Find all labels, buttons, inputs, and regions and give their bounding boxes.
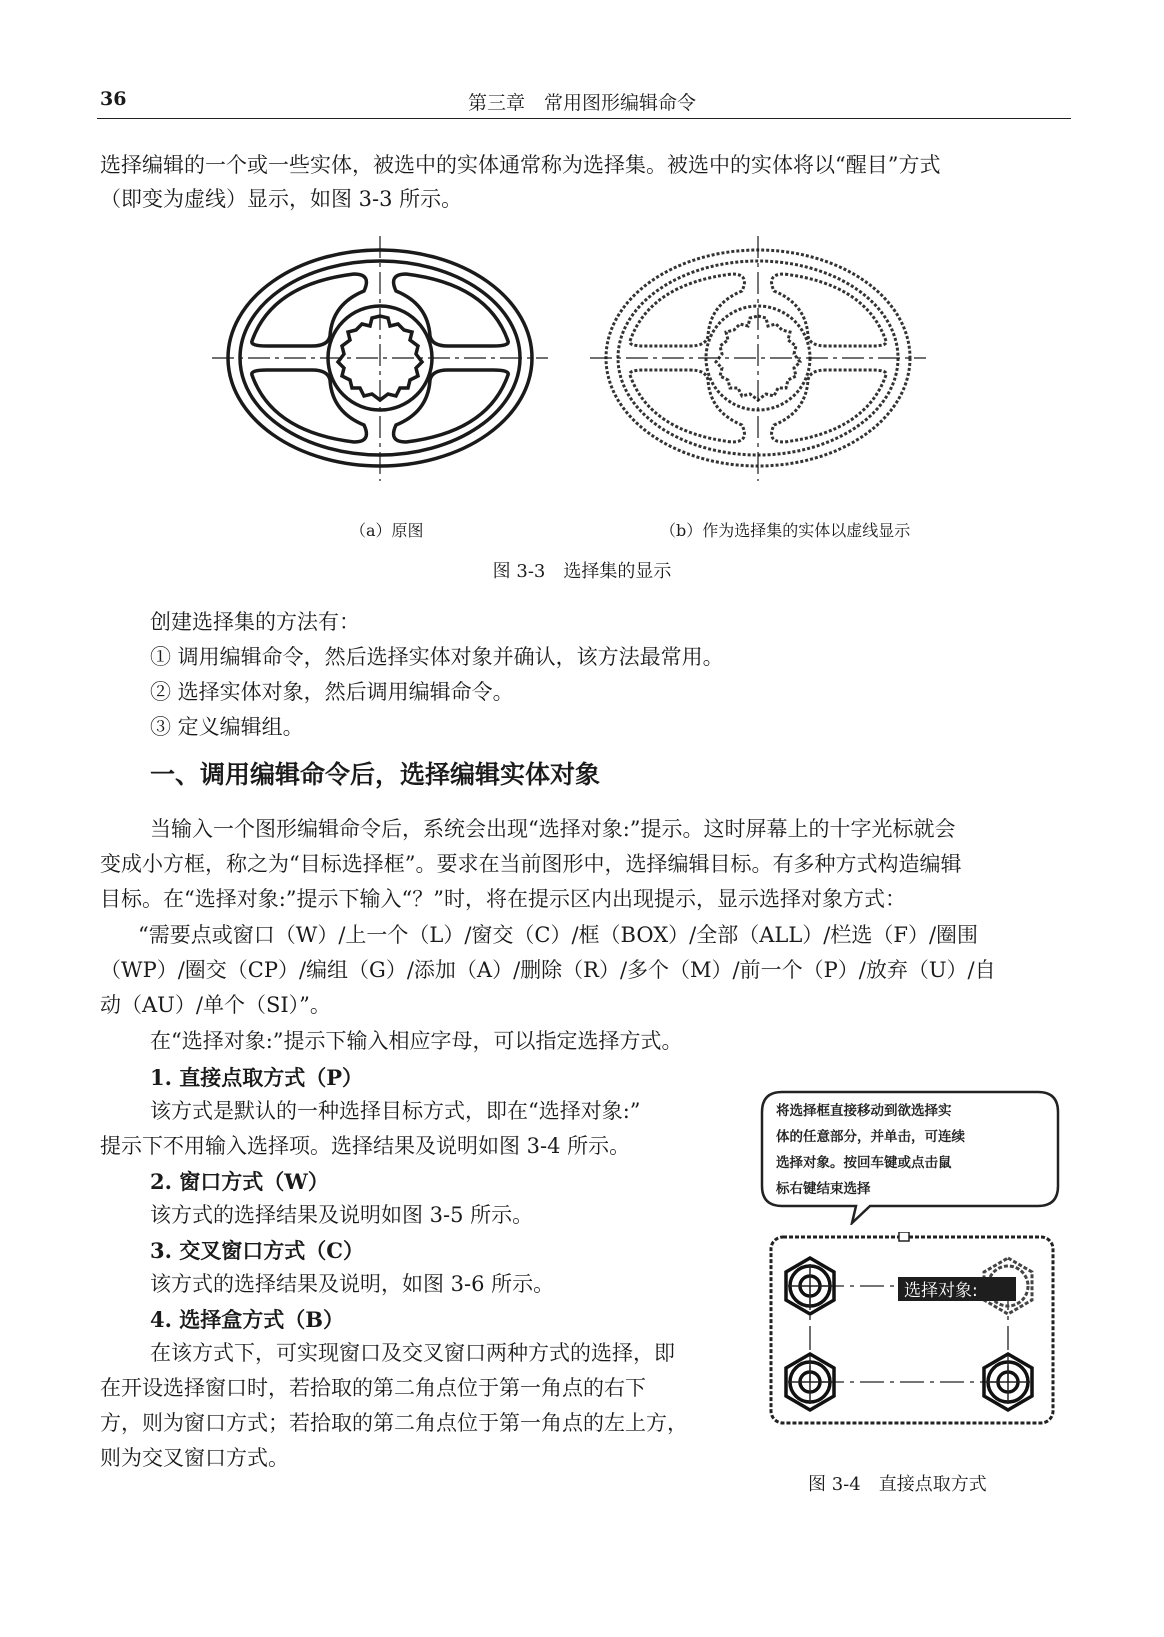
intro-line-2: （即变为虚线）显示，如图 3-3 所示。 — [100, 187, 463, 211]
running-header: 第三章 常用图形编辑命令 — [467, 92, 696, 114]
section-p1-line-1: 当输入一个图形编辑命令后，系统会出现“选择对象:”提示。这时屏幕上的十字光标就会 — [150, 817, 956, 841]
mode-2-text: 该方式的选择结果及说明如图 3-5 所示。 — [150, 1203, 534, 1227]
page-number: 36 — [100, 88, 127, 110]
section-p1-line-3: 目标。在“选择对象:”提示下输入“？”时，将在提示区内出现提示，显示选择对象方式： — [100, 887, 907, 911]
mode-1-line-1: 该方式是默认的一种选择目标方式，即在“选择对象:” — [150, 1099, 641, 1123]
method-item-1: ① 调用编辑命令，然后选择实体对象并确认，该方法最常用。 — [150, 645, 724, 669]
mode-1-line-2: 提示下不用输入选择项。选择结果及说明如图 3-4 所示。 — [100, 1134, 631, 1158]
figure-3-4-drawing — [768, 1232, 1058, 1432]
section-p2: 在“选择对象:”提示下输入相应字母，可以指定选择方式。 — [150, 1029, 683, 1053]
mode-4-title: 4. 选择盒方式（B） — [150, 1307, 344, 1332]
methods-intro: 创建选择集的方法有： — [150, 610, 360, 634]
figure-3-3-sub-a: （a）原图 — [350, 521, 424, 540]
callout-line-1: 将选择框直接移动到欲选择实 — [776, 1103, 952, 1119]
callout-text — [776, 1098, 1046, 1202]
figure-3-4-caption: 图 3-4 直接点取方式 — [808, 1474, 987, 1495]
intro-line-1: 选择编辑的一个或一些实体，被选中的实体通常称为选择集。被选中的实体将以“醒目”方式 — [100, 153, 941, 177]
callout-line-2: 体的任意部分，并单击，可连续 — [776, 1129, 965, 1145]
mode-4-line-2: 在开设选择窗口时，若拾取的第二角点位于第一角点的右下 — [100, 1376, 646, 1400]
section-heading: 一、调用编辑命令后，选择编辑实体对象 — [150, 760, 601, 789]
callout-line-3: 选择对象。按回车键或点击鼠 — [776, 1155, 952, 1171]
mode-3-title: 3. 交叉窗口方式（C） — [150, 1238, 364, 1263]
figure-3-3-sub-b: （b）作为选择集的实体以虚线显示 — [660, 521, 911, 540]
mode-4-line-4: 则为交叉窗口方式。 — [100, 1446, 289, 1470]
mode-1-title: 1. 直接点取方式（P） — [150, 1065, 364, 1090]
mode-2-title: 2. 窗口方式（W） — [150, 1169, 329, 1194]
select-object-prompt: 选择对象: — [904, 1281, 978, 1301]
mode-4-line-3: 方，则为窗口方式；若拾取的第二角点位于第一角点的左上方， — [100, 1411, 688, 1435]
mode-4-line-1: 在该方式下，可实现窗口及交叉窗口两种方式的选择，即 — [150, 1341, 675, 1365]
header-rule — [97, 118, 1071, 119]
prompt-line-1: “需要点或窗口（W）/上一个（L）/窗交（C）/框（BOX）/全部（ALL）/栏选（F）/圈围 — [138, 923, 979, 947]
prompt-line-3: 动（AU）/单个（SI）”。 — [100, 993, 331, 1017]
method-item-2: ② 选择实体对象，然后调用编辑命令。 — [150, 680, 514, 704]
section-p1-line-2: 变成小方框，称之为“目标选择框”。要求在当前图形中，选择编辑目标。有多种方式构造编辑 — [100, 852, 962, 876]
callout-line-4: 标右键结束选择 — [776, 1181, 871, 1197]
figure-3-3-a-drawing — [212, 236, 552, 481]
figure-3-3-caption: 图 3-3 选择集的显示 — [492, 561, 672, 582]
method-item-3: ③ 定义编辑组。 — [150, 715, 304, 739]
figure-3-3-b-drawing — [590, 236, 930, 481]
mode-3-text: 该方式的选择结果及说明，如图 3-6 所示。 — [150, 1272, 555, 1296]
prompt-line-2: （WP）/圈交（CP）/编组（G）/添加（A）/删除（R）/多个（M）/前一个（P）/放弃（U）/自 — [100, 958, 996, 982]
